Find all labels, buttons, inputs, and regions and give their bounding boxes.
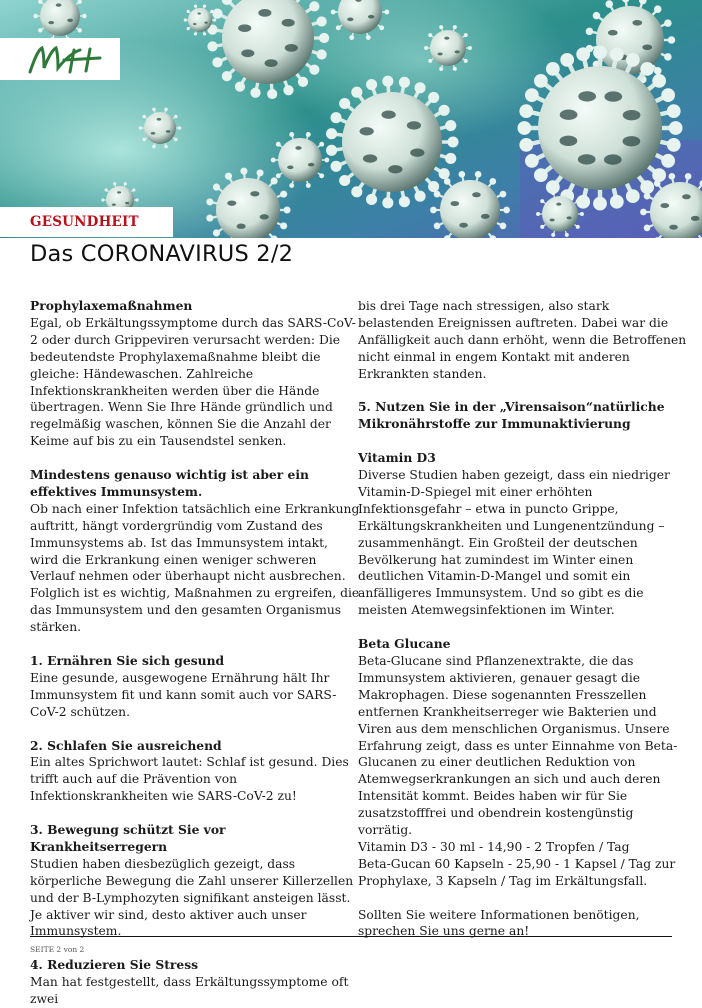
section-heading: Prophylaxemaßnahmen (30, 298, 360, 315)
brand-logo (0, 38, 120, 80)
section-exercise (30, 822, 360, 940)
dosage-vitamin-d3 (358, 839, 688, 856)
section-heading: 4. Reduzieren Sie Stress (30, 957, 360, 974)
logo-icon (0, 38, 120, 80)
section-text: Man hat festgestellt, dass Erkältungssymptome oft zwei (30, 975, 348, 1006)
section-heading: Beta Glucane (358, 636, 688, 653)
section-beta-glucane (358, 636, 688, 839)
section-nutrition (30, 653, 360, 721)
section-text: Diverse Studien haben gezeigt, dass ein niedriger Vitamin-D-Spiegel mit einer erhöhten Infektionsgefahr – etwa in puncto Grippe, Erkältungskrankheiten und Lungenentzündung – zusammenhängt. Ein Großteil der deutschen Bevölkerung hat zumindest im Winter einen deutlichen Vitamin-D-Mangel und somit ein anfälligeres Immunsystem. Und so gibt es die meisten Atemwegsinfektionen im Winter. (358, 468, 670, 617)
right-column (358, 298, 688, 957)
dosage-text: Vitamin D3 - 30 ml - 14,90 - 2 Tropfen / Tag (358, 840, 630, 854)
section-vitamin-d3 (358, 450, 688, 619)
section-text: Studien haben diesbezüglich gezeigt, dass körperliche Bewegung die Zahl unserer Killerzellen und der B-Lymphozyten signifikant ansteigen lässt. Je aktiver wir sind, desto aktiver auch unser Immunsystem. (30, 857, 353, 939)
section-heading: 1. Ernähren Sie sich gesund (30, 653, 360, 670)
section-micronutrients (358, 399, 688, 433)
section-heading: 2. Schlafen Sie ausreichend (30, 738, 360, 755)
page-number: SEITE 2 von 2 (30, 945, 84, 954)
section-text: Ein altes Sprichwort lautet: Schlaf ist gesund. Dies trifft auch auf die Prävention von Infektionskrankheiten wie SARS-CoV-2 zu! (30, 755, 349, 803)
section-text: Egal, ob Erkältungssymptome durch das SARS-CoV-2 oder durch Grippeviren verursacht werden: Die bedeutendste Prophylaxemaßnahme bleibt die gleiche: Händewaschen. Zahlreiche Infektionskrankheiten werden über die Hände übertragen. Wenn Sie Ihre Hände gründlich und regelmäßig waschen, können Sie die Anzahl der Keime auf bis zu ein Tausendstel senken. (30, 316, 356, 448)
section-text: Eine gesunde, ausgewogene Ernährung hält Ihr Immunsystem fit und kann somit auch vor SARS-CoV-2 schützen. (30, 671, 336, 719)
section-text: bis drei Tage nach stressigen, also stark belastenden Ereignissen auftreten. Dabei war die Anfälligkeit auch dann erhöht, wenn die Betroffenen nicht einmal in engem Kontakt mit anderen Erkrankten standen. (358, 299, 686, 381)
dosage-text: Beta-Gucan 60 Kapseln - 25,90 - 1 Kapsel / Tag zur Prophylaxe, 3 Kapseln / Tag im Erkältungsfall. (358, 857, 675, 888)
left-column (30, 298, 360, 1008)
section-stress-continued (358, 298, 688, 383)
section-heading: Vitamin D3 (358, 450, 688, 467)
section-immune-system (30, 467, 360, 636)
closing-text: Sollten Sie weitere Informationen benötigen, sprechen Sie uns gerne an! (358, 908, 640, 939)
virus-image (0, 0, 702, 238)
section-text: Ob nach einer Infektion tatsächlich eine Erkrankung auftritt, hängt vordergründig vom Zustand des Immunsystems ab. Ist das Immunsystem intakt, wird die Erkrankung einen weniger schweren Verlauf nehmen oder überhaupt nicht ausbrechen. Folglich ist es wichtig, Maßnahmen zu ergreifen, die das Immunsystem und den gesamten Organismus stärken. (30, 502, 359, 634)
section-stress (30, 957, 360, 1008)
dosage-beta-glucan (358, 856, 688, 890)
page-title: Das CORONAVIRUS 2/2 (30, 241, 293, 267)
section-heading: Mindestens genauso wichtig ist aber ein effektives Immunsystem. (30, 467, 360, 501)
section-prophylaxis (30, 298, 360, 450)
section-sleep (30, 738, 360, 806)
category-label: GESUNDHEIT (30, 214, 139, 230)
section-text: Beta-Glucane sind Pflanzenextrakte, die das Immunsystem aktivieren, genauer gesagt die Makrophagen. Diese sogenannten Fresszellen entfernen Krankheitserreger wie Bakterien und Viren aus dem menschlichen Organismus. Unsere Erfahrung zeigt, dass es unter Einnahme von Beta-Glucanen zu einer deutlichen Reduktion von Atemwegserkrankungen an sich und auch deren Intensität kommt. Beides haben wir für Sie zusatzstofffrei und obendrein kostengünstig vorrätig. (358, 654, 677, 837)
category-tab (0, 207, 173, 237)
footer-divider (30, 936, 672, 937)
section-heading: 5. Nutzen Sie in der „Virensaison“natürliche Mikronährstoffe zur Immunaktivierung (358, 399, 688, 433)
section-heading: 3. Bewegung schützt Sie vor Krankheitserregern (30, 822, 360, 856)
hero-virus-illustration (0, 0, 702, 238)
